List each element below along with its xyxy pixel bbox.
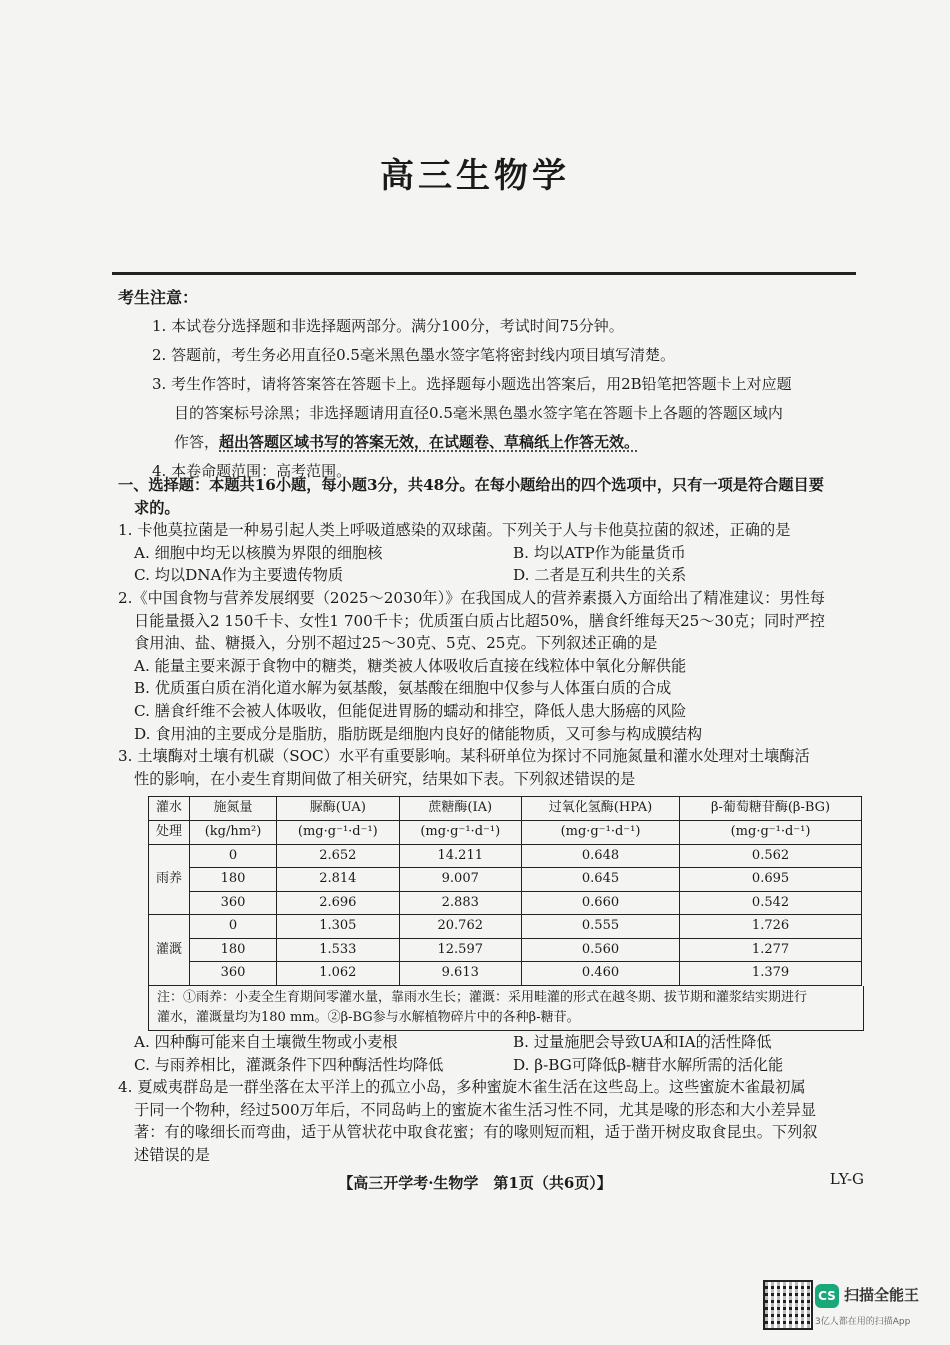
page-footer: 【高三开学考·生物学 第1页（共6页）】 bbox=[338, 1174, 612, 1192]
notice-item: 3. 考生作答时，请将答案答在答题卡上。选择题每小题选出答案后，用2B铅笔把答题卡上对应题 bbox=[152, 375, 792, 393]
notice-item: 4. 本卷命题范围：高考范围。 bbox=[152, 462, 352, 480]
table-header-cell: (mg·g⁻¹·d⁻¹) bbox=[277, 820, 399, 844]
notice-heading: 考生注意： bbox=[118, 288, 199, 307]
q4-stem: 著：有的喙细长而弯曲，适于从管状花中取食花蜜；有的喙则短而粗，适于凿开树皮取食昆虫。下列叙 bbox=[134, 1123, 818, 1142]
table-cell: 20.762 bbox=[399, 915, 521, 939]
table-row bbox=[149, 891, 862, 915]
table-header-cell: 脲酶(UA) bbox=[277, 797, 399, 821]
table-header-cell: β-葡萄糖苷酶(β-BG) bbox=[680, 797, 862, 821]
section-heading: 一、选择题：本题共16小题，每小题3分，共48分。在每小题给出的四个选项中，只有一项是符合题目要 bbox=[118, 476, 824, 494]
table-cell: 180 bbox=[189, 938, 276, 962]
q4-stem: 于同一个物种，经过500万年后，不同岛屿上的蜜旋木雀生活习性不同，尤其是喙的形态和大小差异显 bbox=[134, 1100, 817, 1119]
table-cell: 9.007 bbox=[399, 868, 521, 892]
table-header-cell: (mg·g⁻¹·d⁻¹) bbox=[521, 820, 679, 844]
table-cell: 2.696 bbox=[277, 891, 399, 915]
table-cell: 1.277 bbox=[680, 938, 862, 962]
table-header-cell: (mg·g⁻¹·d⁻¹) bbox=[399, 820, 521, 844]
q3-option-b: B. 过量施肥会导致UA和IA的活性降低 bbox=[513, 1033, 772, 1052]
qr-code-icon bbox=[763, 1280, 813, 1330]
q2-stem: 2.《中国食物与营养发展纲要（2025～2030年）》在我国成人的营养素摄入方面给出了精准建议：男性每 bbox=[118, 588, 825, 607]
q2-option-d: D. 食用油的主要成分是脂肪，脂肪既是细胞内良好的储能物质，又可参与构成膜结构 bbox=[134, 724, 703, 743]
notice-item: 2. 答题前，考生务必用直径0.5毫米黑色墨水签字笔将密封线内项目填写清楚。 bbox=[152, 346, 675, 364]
table-cell: 12.597 bbox=[399, 938, 521, 962]
table-cell: 9.613 bbox=[399, 962, 521, 986]
table-note-line: 灌水，灌溉量均为180 mm。②β-BG参与水解植物碎片中的各种β-糖苷。 bbox=[157, 1010, 580, 1026]
header-rule bbox=[112, 272, 856, 275]
table-cell: 1.533 bbox=[277, 938, 399, 962]
table-cell: 2.652 bbox=[277, 844, 399, 868]
q2-stem: 日能量摄入2 150千卡、女性1 700千卡；优质蛋白质占比超50%，膳食纤维每天25～30克；同时严控 bbox=[134, 611, 825, 630]
table-note-line: 注：①雨养：小麦全生育期间零灌水量，靠雨水生长；灌溉：采用畦灌的形式在越冬期、拔节期和灌浆结实期进行 bbox=[157, 990, 808, 1006]
table-row bbox=[149, 962, 862, 986]
q3-option-c: C. 与雨养相比，灌溉条件下四种酶活性均降低 bbox=[134, 1055, 444, 1074]
table-header-cell: 处理 bbox=[149, 820, 190, 844]
q2-option-c: C. 膳食纤维不会被人体吸收，但能促进胃肠的蠕动和排空，降低人患大肠癌的风险 bbox=[134, 701, 687, 720]
table-cell: 0 bbox=[189, 844, 276, 868]
table-cell: 2.814 bbox=[277, 868, 399, 892]
table-cell: 1.305 bbox=[277, 915, 399, 939]
q3-stem: 性的影响，在小麦生育期间做了相关研究，结果如下表。下列叙述错误的是 bbox=[134, 769, 636, 788]
table-cell: 0.562 bbox=[680, 844, 862, 868]
page-title: 高三生物学 bbox=[380, 156, 570, 196]
q1-option-a: A. 细胞中均无以核膜为界限的细胞核 bbox=[134, 543, 383, 562]
questions bbox=[118, 474, 862, 1167]
notice-item: 作答，超出答题区域书写的答案无效，在试题卷、草稿纸上作答无效。 bbox=[174, 433, 640, 451]
q4-stem: 述错误的是 bbox=[134, 1146, 210, 1165]
table-header-cell: (mg·g⁻¹·d⁻¹) bbox=[680, 820, 862, 844]
paper-code: LY-G bbox=[829, 1170, 864, 1188]
table-cell: 180 bbox=[189, 868, 276, 892]
q1-option-b: B. 均以ATP作为能量货币 bbox=[513, 543, 686, 562]
table-cell: 1.726 bbox=[680, 915, 862, 939]
enzyme-table bbox=[148, 796, 862, 986]
group-cell: 灌溉 bbox=[149, 915, 190, 986]
table-row bbox=[149, 938, 862, 962]
q1-option-c: C. 均以DNA作为主要遗传物质 bbox=[134, 566, 344, 585]
table-cell: 0.560 bbox=[521, 938, 679, 962]
table-header-cell: 施氮量 bbox=[189, 797, 276, 821]
table-row bbox=[149, 915, 862, 939]
table-cell: 14.211 bbox=[399, 844, 521, 868]
q3-stem: 3. 土壤酶对土壤有机碳（SOC）水平有重要影响。某科研单位为探讨不同施氮量和灌水处理对土壤酶活 bbox=[118, 747, 810, 766]
table-cell: 0.645 bbox=[521, 868, 679, 892]
q3-options-ab bbox=[118, 1031, 862, 1054]
table-cell: 0.555 bbox=[521, 915, 679, 939]
table-cell: 0.542 bbox=[680, 891, 862, 915]
table-note bbox=[148, 986, 864, 1031]
q2-option-a: A. 能量主要来源于食物中的糖类，糖类被人体吸收后直接在线粒体中氧化分解供能 bbox=[134, 656, 687, 675]
table-cell: 360 bbox=[189, 891, 276, 915]
q1-stem: 1. 卡他莫拉菌是一种易引起人类上呼吸道感染的双球菌。下列关于人与卡他莫拉菌的叙述，正确的是 bbox=[118, 521, 791, 540]
table-cell: 0.695 bbox=[680, 868, 862, 892]
table-header-cell: (kg/hm²) bbox=[189, 820, 276, 844]
q4-stem: 4. 夏威夷群岛是一群坐落在太平洋上的孤立小岛，多种蜜旋木雀生活在这些岛上。这些蜜旋木雀最初属 bbox=[118, 1078, 806, 1097]
table-row bbox=[149, 844, 862, 868]
table-cell: 1.062 bbox=[277, 962, 399, 986]
q3-option-a: A. 四种酶可能来自土壤微生物或小麦根 bbox=[134, 1033, 398, 1052]
table-cell: 0 bbox=[189, 915, 276, 939]
q3-options-cd bbox=[118, 1054, 862, 1077]
scanner-app-tagline: 3亿人都在用的扫描App bbox=[815, 1317, 911, 1327]
table-header-cell: 过氧化氢酶(HPA) bbox=[521, 797, 679, 821]
table-header-cell: 蔗糖酶(IA) bbox=[399, 797, 521, 821]
section-heading-cont: 求的。 bbox=[134, 498, 180, 517]
table-header-cell: 灌水 bbox=[149, 797, 190, 821]
q1-options-ab bbox=[118, 542, 862, 565]
table-cell: 0.460 bbox=[521, 962, 679, 986]
table-cell: 1.379 bbox=[680, 962, 862, 986]
table-cell: 360 bbox=[189, 962, 276, 986]
q3-option-d: D. β-BG可降低β-糖苷水解所需的活化能 bbox=[513, 1055, 784, 1074]
scanner-app-name: 扫描全能王 bbox=[844, 1286, 920, 1304]
notice-block bbox=[118, 283, 858, 486]
group-cell: 雨养 bbox=[149, 844, 190, 915]
q2-option-b: B. 优质蛋白质在消化道水解为氨基酸，氨基酸在细胞中仅参与人体蛋白质的合成 bbox=[134, 679, 672, 698]
camscanner-logo-icon: CS bbox=[815, 1284, 839, 1308]
table-cell: 0.648 bbox=[521, 844, 679, 868]
q1-option-d: D. 二者是互利共生的关系 bbox=[513, 566, 687, 585]
notice-item: 目的答案标号涂黑；非选择题请用直径0.5毫米黑色墨水签字笔在答题卡上各题的答题区域内 bbox=[174, 404, 783, 422]
q1-options-cd bbox=[118, 564, 862, 587]
notice-item: 1. 本试卷分选择题和非选择题两部分。满分100分，考试时间75分钟。 bbox=[152, 317, 624, 335]
table-cell: 2.883 bbox=[399, 891, 521, 915]
table-row bbox=[149, 868, 862, 892]
q2-stem: 食用油、盐、糖摄入，分别不超过25～30克、5克、25克。下列叙述正确的是 bbox=[134, 634, 658, 653]
table-cell: 0.660 bbox=[521, 891, 679, 915]
notice-emphasis: 超出答题区域书写的答案无效，在试题卷、草稿纸上作答无效。 bbox=[219, 433, 640, 451]
